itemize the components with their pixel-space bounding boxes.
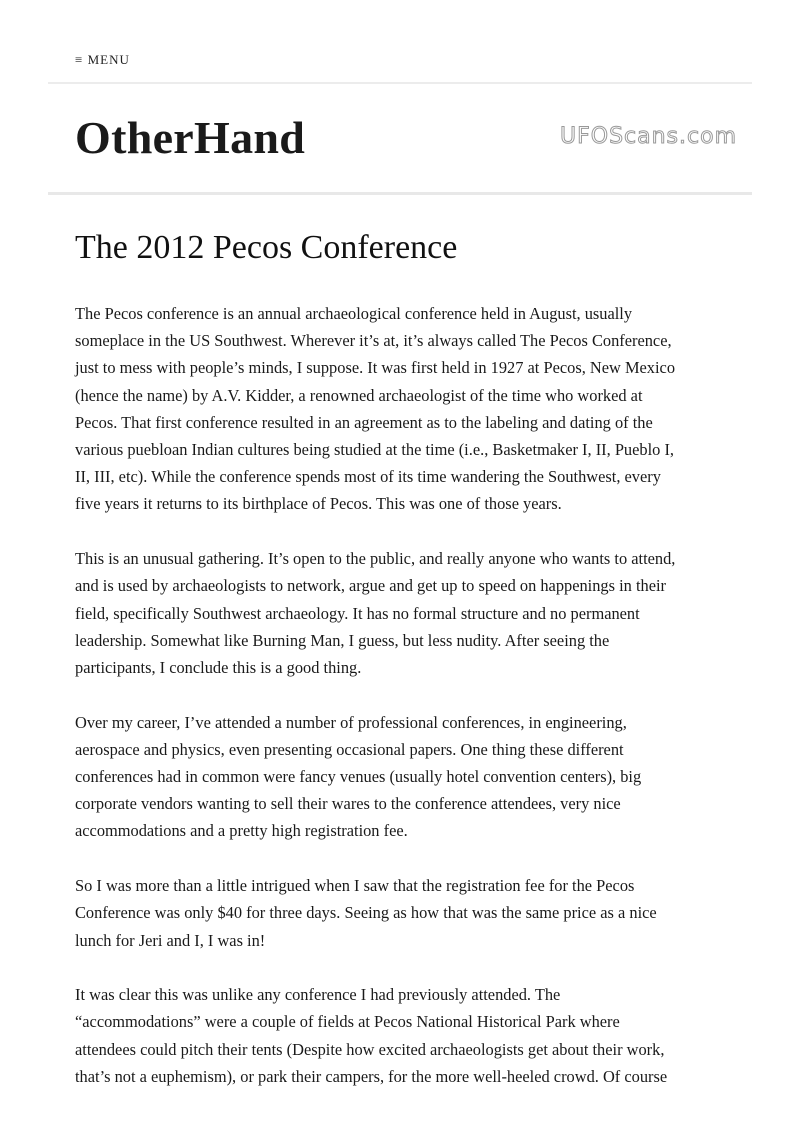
text-line: various puebloan Indian cultures being studied at the time (i.e., Basketmaker I, II, Pueblo I,	[75, 440, 675, 460]
header-divider	[48, 82, 752, 84]
paragraph	[75, 981, 735, 1090]
post-content	[75, 300, 735, 1118]
paragraph	[75, 709, 735, 845]
text-line: attendees could pitch their tents (Despite how excited archaeologists get about their work,	[75, 1039, 665, 1059]
paragraph	[75, 300, 735, 518]
post-title: The 2012 Pecos Conference	[75, 229, 458, 266]
text-line: that’s not a euphemism), or park their campers, for the more well-heeled crowd. Of course	[75, 1066, 668, 1086]
site-title[interactable]: OtherHand	[75, 112, 306, 163]
text-line: someplace in the US Southwest. Wherever it’s at, it’s always called The Pecos Conference,	[75, 331, 672, 351]
text-line: aerospace and physics, even presenting occasional papers. One thing these different	[75, 739, 624, 759]
text-line: participants, I conclude this is a good thing.	[75, 657, 362, 677]
menu-button[interactable]	[75, 52, 130, 68]
text-line: conferences had in common were fancy venues (usually hotel convention centers), big	[75, 767, 642, 787]
watermark: UFOScans.com	[560, 124, 737, 149]
text-line: II, III, etc). While the conference spends most of its time wandering the Southwest, every	[75, 467, 661, 487]
text-line: So I was more than a little intrigued when I saw that the registration fee for the Pecos	[75, 876, 635, 896]
text-line: It was clear this was unlike any conference I had previously attended. The	[75, 985, 561, 1005]
title-divider	[48, 192, 752, 195]
text-line: The Pecos conference is an annual archaeological conference held in August, usually	[75, 304, 633, 323]
text-line: lunch for Jeri and I, I was in!	[75, 930, 266, 950]
menu-label: MENU	[87, 52, 130, 67]
text-line: accommodations and a pretty high registration fee.	[75, 821, 408, 841]
text-line: This is an unusual gathering. It’s open to the public, and really anyone who wants to attend,	[75, 549, 676, 569]
paragraph	[75, 545, 735, 681]
text-line: “accommodations” were a couple of fields at Pecos National Historical Park where	[75, 1012, 620, 1032]
text-line: field, specifically Southwest archaeology. It has no formal structure and no permanent	[75, 603, 640, 623]
text-line: Over my career, I’ve attended a number of professional conferences, in engineering,	[75, 712, 627, 732]
text-line: corporate vendors wanting to sell their wares to the conference attendees, very nice	[75, 794, 621, 814]
text-line: (hence the name) by A.V. Kidder, a renowned archaeologist of the time who worked at	[75, 385, 643, 405]
text-line: Pecos. That first conference resulted in an agreement as to the labeling and dating of the	[75, 412, 653, 432]
text-line: just to mess with people’s minds, I suppose. It was first held in 1927 at Pecos, New Mexico	[75, 358, 676, 378]
hamburger-icon: ≡	[75, 52, 84, 67]
text-line: Conference was only $40 for three days. Seeing as how that was the same price as a nice	[75, 903, 657, 923]
text-line: five years it returns to its birthplace of Pecos. This was one of those years.	[75, 494, 562, 514]
text-line: and is used by archaeologists to network, argue and get up to speed on happenings in their	[75, 576, 666, 596]
text-line: leadership. Somewhat like Burning Man, I guess, but less nudity. After seeing the	[75, 630, 610, 650]
paragraph	[75, 872, 735, 954]
